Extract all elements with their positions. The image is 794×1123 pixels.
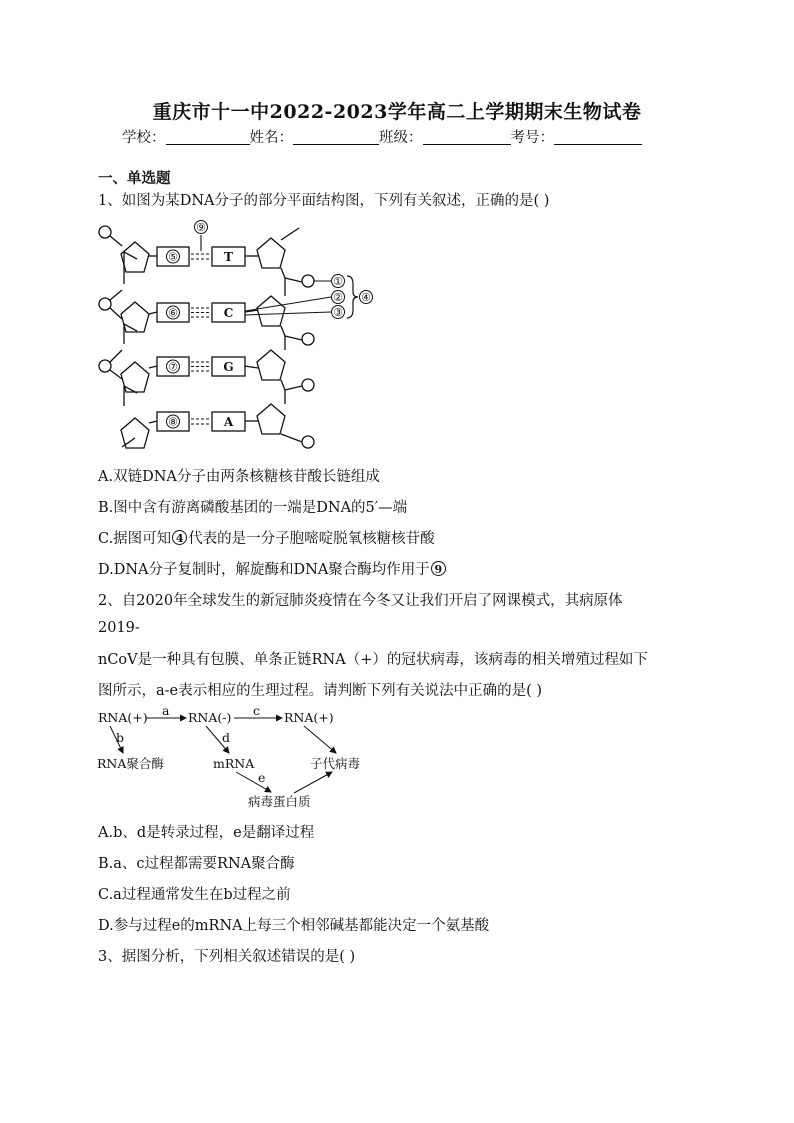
right-bases bbox=[212, 247, 245, 431]
q3-stem: 3、据图分析，下列相关叙述错误的是( ) bbox=[98, 949, 356, 965]
q2-stem-line1: 2、自2020年全球发生的新冠肺炎疫情在今冬又让我们开启了网课模式，其病原体 bbox=[98, 593, 623, 609]
q1-option-d-pre: D.DNA分子复制时，解旋酶和DNA聚合酶均作用于 bbox=[98, 562, 430, 578]
phosphate-circle bbox=[99, 298, 111, 310]
label-5: ⑤ bbox=[168, 250, 178, 264]
pentose-sugar bbox=[257, 238, 285, 268]
label-1: ① bbox=[333, 275, 343, 288]
label-c: c bbox=[253, 704, 261, 718]
arrow-e bbox=[236, 772, 271, 792]
q2-option-c[interactable]: C.a过程通常发生在b过程之前 bbox=[98, 887, 291, 903]
node-viral-protein: 病毒蛋白质 bbox=[248, 794, 311, 809]
base-letter-G: G bbox=[223, 360, 234, 374]
phosphate-circle bbox=[99, 226, 111, 238]
name-label: 姓名： bbox=[249, 130, 293, 146]
q1-option-b[interactable]: B.图中含有游离磷酸基团的一端是DNA的5′—端 bbox=[98, 500, 408, 516]
label-2: ② bbox=[333, 291, 343, 304]
phosphate-circle bbox=[302, 333, 314, 345]
phosphate-circle bbox=[99, 360, 111, 372]
section-heading: 一、单选题 bbox=[98, 170, 171, 187]
right-strand bbox=[245, 228, 314, 448]
q1-option-d[interactable] bbox=[98, 558, 447, 579]
q2-stem-line3: nCoV是一种具有包膜、单条正链RNA（+）的冠状病毒，该病毒的相关增殖过程如下 bbox=[98, 652, 648, 668]
label-a: a bbox=[162, 704, 170, 718]
circled-4: 4 bbox=[172, 530, 187, 545]
node-rna-plus-2: RNA(+) bbox=[284, 710, 334, 725]
class-label: 班级： bbox=[379, 130, 423, 146]
number-label: 考号： bbox=[510, 130, 554, 146]
q2-stem-line2: 2019- bbox=[98, 620, 140, 636]
phosphate-circle bbox=[302, 436, 314, 448]
label-d: d bbox=[222, 730, 231, 745]
q1-stem: 1、如图为某DNA分子的部分平面结构图，下列有关叙述，正确的是( ) bbox=[98, 193, 550, 209]
base-letter-C: C bbox=[223, 306, 234, 320]
pentose-sugar bbox=[121, 242, 149, 272]
q1-option-c-post: 代表的是一分子胞嘧啶脱氧核糖核苷酸 bbox=[188, 531, 435, 547]
class-blank[interactable] bbox=[423, 130, 511, 145]
circled-9: 9 bbox=[431, 561, 446, 576]
pentose-sugar bbox=[257, 404, 285, 434]
node-rna-minus: RNA(-) bbox=[188, 710, 232, 725]
school-label: 学校： bbox=[122, 130, 166, 146]
name-blank[interactable] bbox=[293, 130, 379, 145]
q2-stem-line4: 图所示，a-e表示相应的生理过程。请判断下列有关说法中正确的是( ) bbox=[98, 683, 543, 699]
page-title: 重庆市十一中2022-2023学年高二上学期期末生物试卷 bbox=[152, 101, 642, 123]
pentose-sugar bbox=[121, 418, 149, 448]
label-b: b bbox=[116, 730, 125, 745]
circled-labels-1-3 bbox=[332, 275, 345, 320]
pentose-sugar bbox=[257, 350, 285, 380]
base-letter-A: A bbox=[223, 415, 234, 429]
arrow-protein-to-progeny bbox=[294, 772, 332, 793]
base-letter-T: T bbox=[224, 250, 233, 264]
pentose-sugar bbox=[121, 362, 149, 392]
q1-option-a[interactable]: A.双链DNA分子由两条核糖核苷酸长链组成 bbox=[98, 469, 380, 485]
phosphate-circle bbox=[302, 275, 314, 287]
label-3: ③ bbox=[333, 306, 343, 319]
school-blank[interactable] bbox=[166, 130, 250, 145]
dna-structure-diagram bbox=[95, 218, 375, 454]
student-info-row bbox=[122, 126, 642, 147]
virus-replication-diagram bbox=[96, 704, 381, 812]
left-bases bbox=[157, 247, 189, 431]
hydrogen-bonds bbox=[191, 235, 210, 424]
node-labels bbox=[97, 710, 361, 809]
q1-option-c[interactable] bbox=[98, 527, 435, 548]
phosphate-circle bbox=[302, 379, 314, 391]
node-rna-polymerase: RNA聚合酶 bbox=[97, 756, 164, 771]
arrow-to-progeny bbox=[304, 726, 336, 753]
node-progeny-virus: 子代病毒 bbox=[310, 756, 361, 771]
node-mrna: mRNA bbox=[213, 756, 255, 771]
label-7: ⑦ bbox=[168, 360, 178, 374]
brace bbox=[347, 276, 358, 318]
node-rna-plus-1: RNA(+) bbox=[98, 710, 148, 725]
number-blank[interactable] bbox=[554, 130, 642, 145]
q2-option-d[interactable]: D.参与过程e的mRNA上每三个相邻碱基都能决定一个氨基酸 bbox=[98, 918, 490, 934]
pentose-sugar bbox=[121, 302, 149, 332]
q1-option-c-pre: C.据图可知 bbox=[98, 531, 172, 547]
label-4: ④ bbox=[361, 291, 371, 304]
q2-option-a[interactable]: A.b、d是转录过程，e是翻译过程 bbox=[98, 825, 315, 841]
q2-option-b[interactable]: B.a、c过程都需要RNA聚合酶 bbox=[98, 856, 295, 872]
left-strand bbox=[99, 226, 157, 448]
pentose-sugar bbox=[257, 296, 285, 326]
label-8: ⑧ bbox=[168, 415, 178, 429]
label-e: e bbox=[258, 770, 266, 785]
label-6: ⑥ bbox=[168, 306, 178, 320]
label-9: ⑨ bbox=[196, 221, 206, 234]
